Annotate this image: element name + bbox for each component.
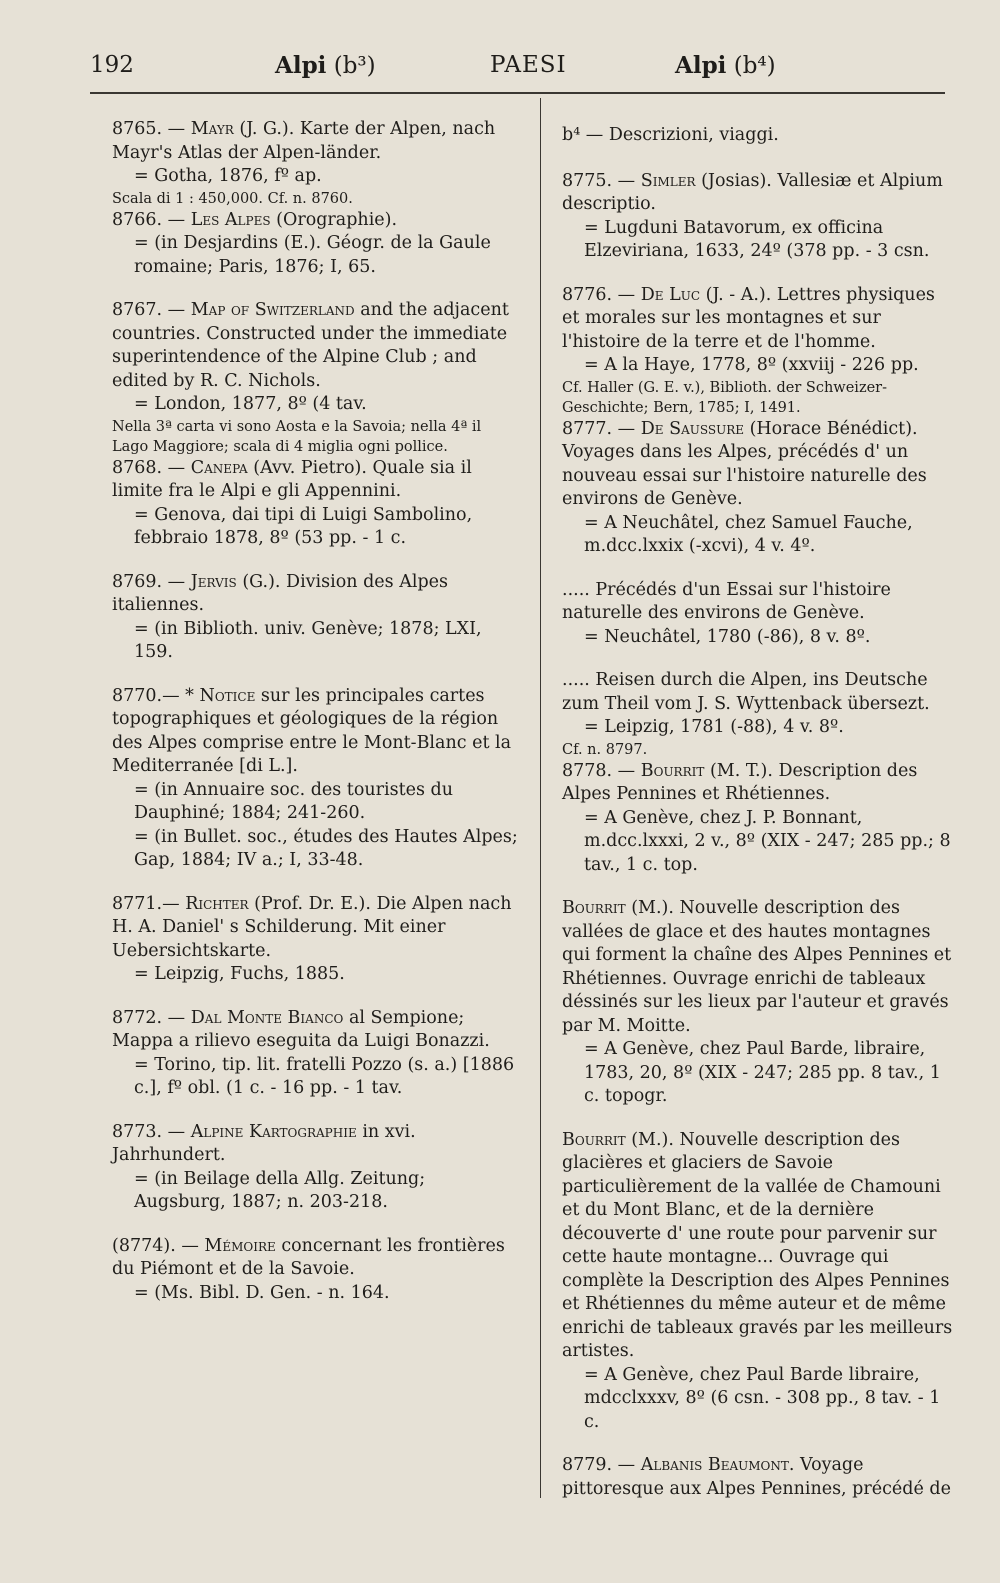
entry-body [112,1235,520,1282]
entry-author: Jervis [190,571,237,592]
entry-imprint: = (in Annuaire soc. des touristes du Dauphiné; 1884; 241-260. [134,779,453,823]
bibliography-entry [562,418,954,559]
bibliography-entry [112,685,520,873]
header-right-sub: (b⁴) [733,53,776,79]
entry-imprint: = (in Bullet. soc., études des Hautes Alpes; Gap, 1884; IV a.; I, 33-48. [134,826,518,870]
entry-number: 8779. — [562,1455,636,1475]
entry-body [112,299,520,393]
entry-imprint: = A la Haye, 1778, 8º (xxviij - 226 pp. [584,355,919,375]
bibliography-entry [562,760,954,878]
entry-text: (J. - A.). Lettres physiques et morales sur les montagnes et sur l'histoire de la terre et de l'homme. [562,284,935,352]
entry-imprint: = (Ms. Bibl. D. Gen. - n. 164. [134,1282,390,1303]
entry-number: (8774). — [112,1235,199,1256]
entry-number: 8775. — [562,170,636,191]
entry-note: Scala di 1 : 450,000. Cf. n. 8760. [112,190,353,207]
header-right-title-text: Alpi [675,52,727,79]
entry-text: in xvi. Jahrhundert. [112,1121,416,1165]
entry-author: Canepa [190,457,248,478]
entry-body [112,1007,520,1054]
entry-body [112,893,520,964]
entry-imprint: = A Genève, chez Paul Barde, libraire, 1783, 20, 8º (XIX - 247; 285 pp. 8 tav., 1 c. topogr. [584,1039,941,1106]
entry-note: Cf. Haller (G. E. v.), Biblioth. der Schweizer-Geschichte; Bern, 1785; I, 1491. [562,379,887,416]
entry-number: 8772. — [112,1007,186,1028]
running-header [90,52,945,92]
entry-text: (Avv. Pietro). Quale sia il limite fra le Alpi e gli Appennini. [112,457,472,501]
entry-text: Voyage pittoresque aux Alpes Pennines, précédé de [562,1455,951,1499]
entry-body [562,1129,954,1364]
entry-number: 8777. — [562,418,636,439]
entry-imprint: = Gotha, 1876, fº ap. [134,166,322,186]
entry-body [112,457,520,504]
entry-body [562,1454,954,1501]
right-column [562,118,954,1521]
entry-number: 8765. — [112,119,186,139]
entry-body [562,170,954,217]
section-title: b⁴ — Descrizioni, viaggi. [562,125,779,145]
bibliography-entry [112,209,520,280]
header-right-title [675,52,776,79]
bibliography-entry [112,299,520,457]
bibliography-entry [112,118,520,209]
entry-text: (Josias). Vallesiæ et Alpium descriptio. [562,170,943,214]
entry-body [562,284,954,355]
bibliography-entry [562,170,954,264]
entry-number: 8766. — [112,209,186,230]
entry-text: al Sempione; Mappa a rilievo eseguita da Luigi Bonazzi. [112,1007,490,1051]
right-entries [562,170,954,1502]
entry-author: Mayr (J. G.). [190,119,295,139]
entry-author: Simler [640,170,696,191]
header-rule [90,92,945,94]
entry-imprint: = Leipzig, Fuchs, 1885. [134,964,345,984]
bibliography-entry [562,669,954,760]
entry-number: 8768. — [112,457,186,478]
entry-imprint: = London, 1877, 8º (4 tav. [134,394,367,414]
entry-body [562,418,954,512]
bibliography-entry [112,457,520,551]
entry-body [112,209,520,233]
entry-body [112,1121,520,1168]
entry-note: Cf. n. 8797. [562,741,648,758]
entry-body [562,669,954,716]
entry-imprint: = (in Desjardins (E.). Géogr. de la Gaule romaine; Paris, 1876; I, 65. [134,233,491,277]
entry-sub-title: ..... Précédés d'un Essai sur l'histoire naturelle des environs de Genève. [562,579,891,623]
bibliography-entry [562,897,954,1109]
entry-author: Richter [185,893,249,914]
header-center: PAESI [490,52,567,78]
header-left-title [275,52,376,79]
entry-note: Nella 3ª carta vi sono Aosta e la Savoia; nella 4ª il Lago Maggiore; scala di 4 miglia ogni pollice. [112,418,482,455]
left-column [112,118,520,1325]
column-divider [540,98,541,1498]
entry-number: 8776. — [562,284,636,305]
entry-author: Dal Monte Bianco [190,1007,344,1028]
entry-author: Bourrit [562,898,626,918]
bibliography-entry [112,1235,520,1306]
entry-imprint: = A Neuchâtel, chez Samuel Fauche, m.dcc.lxxix (-xcvi), 4 v. 4º. [584,512,913,556]
header-left-title-text: Alpi [275,52,327,79]
entry-body [562,897,954,1038]
entry-sub-title: ..... Reisen durch die Alpen, ins Deutsche zum Theil vom J. S. Wyttenback übersezt. [562,670,930,714]
bibliography-entry [112,1007,520,1101]
entry-text: (Orographie). [276,209,398,230]
entry-imprint: = Neuchâtel, 1780 (-86), 8 v. 8º. [584,626,871,647]
entry-number: 8771.— [112,893,180,914]
entry-author: Albanis Beaumont. [640,1455,795,1475]
bibliography-entry [112,893,520,987]
bibliography-entry [562,1129,954,1435]
entry-author: Alpine Kartographie [190,1121,357,1142]
entry-text: (Prof. Dr. E.). Die Alpen nach H. A. Daniel' s Schilderung. Mit einer Uebersichtskarte. [112,893,512,961]
entry-imprint: = Leipzig, 1781 (-88), 4 v. 8º. [584,717,844,737]
entry-author: Bourrit [640,760,705,781]
entry-body [112,118,520,165]
entry-imprint: = Lugduni Batavorum, ex officina Elzeviriana, 1633, 24º (378 pp. - 3 csn. [584,217,930,261]
entry-number: 8767. — [112,300,186,320]
entry-imprint: = A Genève, chez J. P. Bonnant, m.dcc.lxxxi, 2 v., 8º (XIX - 247; 285 pp.; 8 tav., 1 c. top. [584,807,951,875]
header-left-sub: (b³) [333,53,376,79]
entry-text: Karte der Alpen, nach Mayr's Atlas der Alpen-länder. [112,119,496,163]
entry-imprint: = (in Biblioth. univ. Genève; 1878; LXI, 159. [134,618,482,662]
entry-text: and the adjacent countries. Constructed under the immediate superintendence of the Alpine Club ; and edited by R. C. Nichols. [112,300,509,391]
entry-number: 8773. — [112,1121,186,1142]
entry-imprint: = Torino, tip. lit. fratelli Pozzo (s. a.) [1886 c.], fº obl. (1 c. - 16 pp. - 1 tav. [134,1054,515,1098]
entry-text: (M. T.). Description des Alpes Pennines et Rhétiennes. [562,760,918,804]
entry-imprint: = (in Beilage della Allg. Zeitung; Augsburg, 1887; n. 203-218. [134,1168,426,1212]
entry-number: 8770.— * [112,685,194,706]
entry-text: (Horace Bénédict). Voyages dans les Alpes, précédés d' un nouveau essai sur l'histoire naturelle des environs de Genève. [562,418,927,509]
entry-author: Bourrit [562,1129,626,1150]
entry-author: Map of Switzerland [190,300,355,320]
page-number: 192 [90,52,134,78]
bibliography-entry [562,1454,954,1501]
entry-body [562,760,954,807]
entry-author: De Saussure [640,418,745,439]
entry-imprint: = Genova, dai tipi di Luigi Sambolino, febbraio 1878, 8º (53 pp. - 1 c. [134,504,473,548]
entry-text: (G.). Division des Alpes italiennes. [112,571,448,615]
bibliography-entry [112,1121,520,1215]
entry-text: sur les principales cartes topographiques et géologiques de la région des Alpes comprise entre le Mont-Blanc et la Mediterranée [di L.]. [112,685,512,776]
bibliography-entry [562,284,954,418]
entry-author: Notice [199,685,256,706]
entry-author: Les Alpes [190,209,271,230]
entry-number: 8769. — [112,571,186,592]
entry-author: Mémoire [204,1235,276,1256]
entry-imprint: = A Genève, chez Paul Barde libraire, mdcclxxxv, 8º (6 csn. - 308 pp., 8 tav. - 1 c. [584,1364,941,1432]
entry-number: 8778. — [562,760,636,781]
entry-text: (M.). Nouvelle description des vallées de glace et des hautes montagnes qui forment la chaîne des Alpes Pennines et Rhétiennes. Ouvrage enrichi de tableaux déssinés sur les lieux par l'auteur et gravés par M. Moitte. [562,898,952,1036]
entry-author: De Luc [640,284,701,305]
entry-body [562,579,954,626]
bibliography-entry [562,579,954,650]
entry-text: concernant les frontières du Piémont et de la Savoie. [112,1235,505,1279]
entry-body [112,685,520,779]
entry-text: (M.). Nouvelle description des glacières et glaciers de Savoie particulièrement de la vallée de Chamouni et du Mont Blanc, et de la dernière découverte d' une route pour parvenir sur cette haute montagne... Ouvrage qui complète la Description des Alpes Pennines et Rhétiennes du même auteur et de même enrichi de tableaux gravés par les meilleurs artistes. [562,1129,953,1361]
entry-body [112,571,520,618]
bibliography-entry [112,571,520,665]
